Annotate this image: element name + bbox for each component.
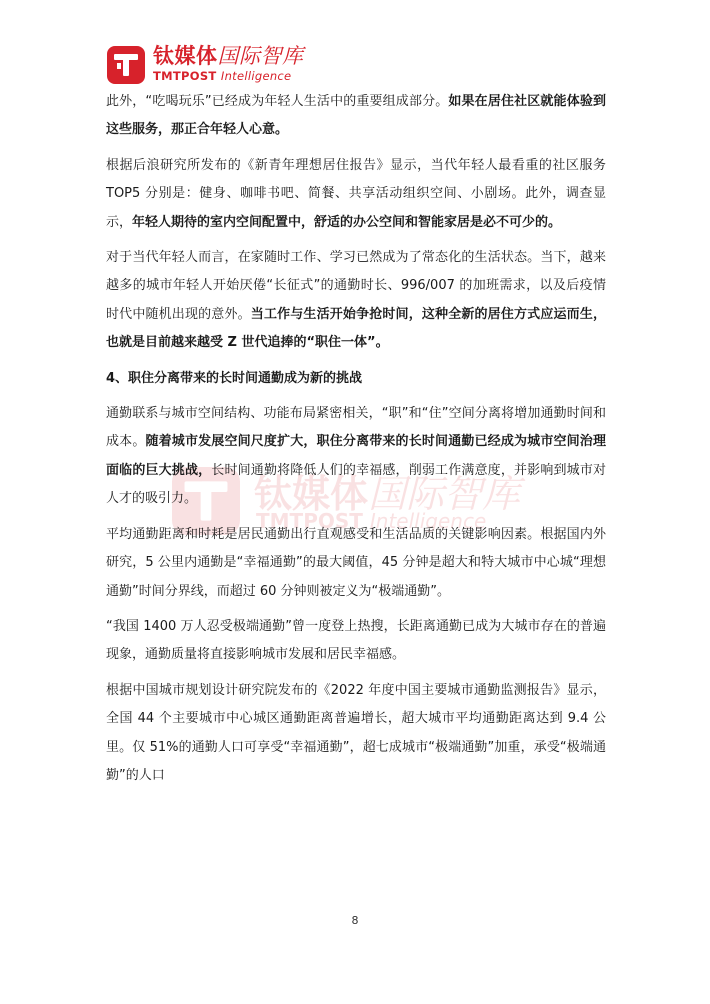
tmtpost-logo-icon [107, 46, 145, 84]
paragraph-text: 对于当代年轻人而言，在家随时工作、学习已然成为了常态化的生活状态。当下，越来越多的城市年轻人开始厌倦“长征式”的通勤时长、996/007 的加班需求，以及后疫情时代中随机出现的意外。 [106, 250, 606, 322]
watermark-chinese-text: 钛媒体国际智库 [254, 472, 521, 516]
paragraph-text: 根据中国城市规划设计研究院发布的《2022 年度中国主要城市通勤监测报告》显示，全国 44 个主要城市中心城区通勤距离普遍增长，超大城市平均通勤距离达到 9.4 公里。仅 51%的通勤人口可享受“幸福通勤”，超七成城市“极端通勤”加重，承受“极端通勤”的人口 [106, 682, 606, 783]
paragraph-text: 平均通勤距离和时耗是居民通勤出行直观感受和生活品质的关键影响因素。根据国内外研究，5 公里内通勤是“幸福通勤”的最大阈值，45 分钟是超大和特大城市中心城“理想通勤”时间分界线，而超过 60 分钟则被定义为“极端通勤”。 [106, 526, 606, 599]
paragraph-bold-text: 如果在居住社区就能体验到这些服务，那正合年轻人心意。 [106, 94, 606, 138]
watermark-english-text: TMTPOST Intelligence [256, 509, 487, 533]
logo-chinese-text: 钛媒体国际智库 [153, 44, 304, 68]
paragraph [106, 613, 606, 670]
document-body [106, 88, 606, 797]
paragraph-text: “我国 1400 万人忍受极端通勤”曾一度登上热搜，长距离通勤已成为大城市存在的普遍现象，通勤质量将直接影响城市发展和居民幸福感。 [106, 618, 606, 663]
paragraph [106, 521, 606, 606]
header-logo [107, 44, 407, 86]
paragraph [106, 244, 606, 358]
page-number: 8 [351, 914, 359, 927]
paragraph [106, 152, 606, 237]
paragraph [106, 400, 606, 514]
section-heading: 4、职住分离带来的长时间通勤成为新的挑战 [106, 370, 363, 386]
paragraph-bold-text: 随着城市发展空间尺度扩大，职住分离带来的长时间通勤已经成为城市空间治理面临的巨大挑战， [106, 434, 606, 478]
paragraph-text: 根据后浪研究所发布的《新青年理想居住报告》显示，当代年轻人最看重的社区服务 TOP5 分别是：健身、咖啡书吧、简餐、共享活动组织空间、小剧场。此外，调查显示， [106, 157, 606, 230]
paragraph-bold-text: 年轻人期待的室内空间配置中，舒适的办公空间和智能家居是必不可少的。 [132, 214, 562, 230]
paragraph [106, 88, 606, 145]
paragraph-bold-text: 当工作与生活开始争抢时间，这种全新的居住方式应运而生，也就是目前越来越受 Z 世代追捧的“职住一体”。 [106, 306, 606, 351]
paragraph-text: 此外，“吃喝玩乐”已经成为年轻人生活中的重要组成部分。 [106, 94, 449, 109]
paragraph-text: 长时间通勤将降低人们的幸福感，削弱工作满意度，并影响到城市对人才的吸引力。 [106, 462, 606, 507]
logo-english-text: TMTPOST Intelligence [153, 69, 292, 83]
paragraph-text: 通勤联系与城市空间结构、功能布局紧密相关，“职”和“住”空间分离将增加通勤时间和成本。 [106, 406, 606, 450]
paragraph [106, 677, 606, 791]
